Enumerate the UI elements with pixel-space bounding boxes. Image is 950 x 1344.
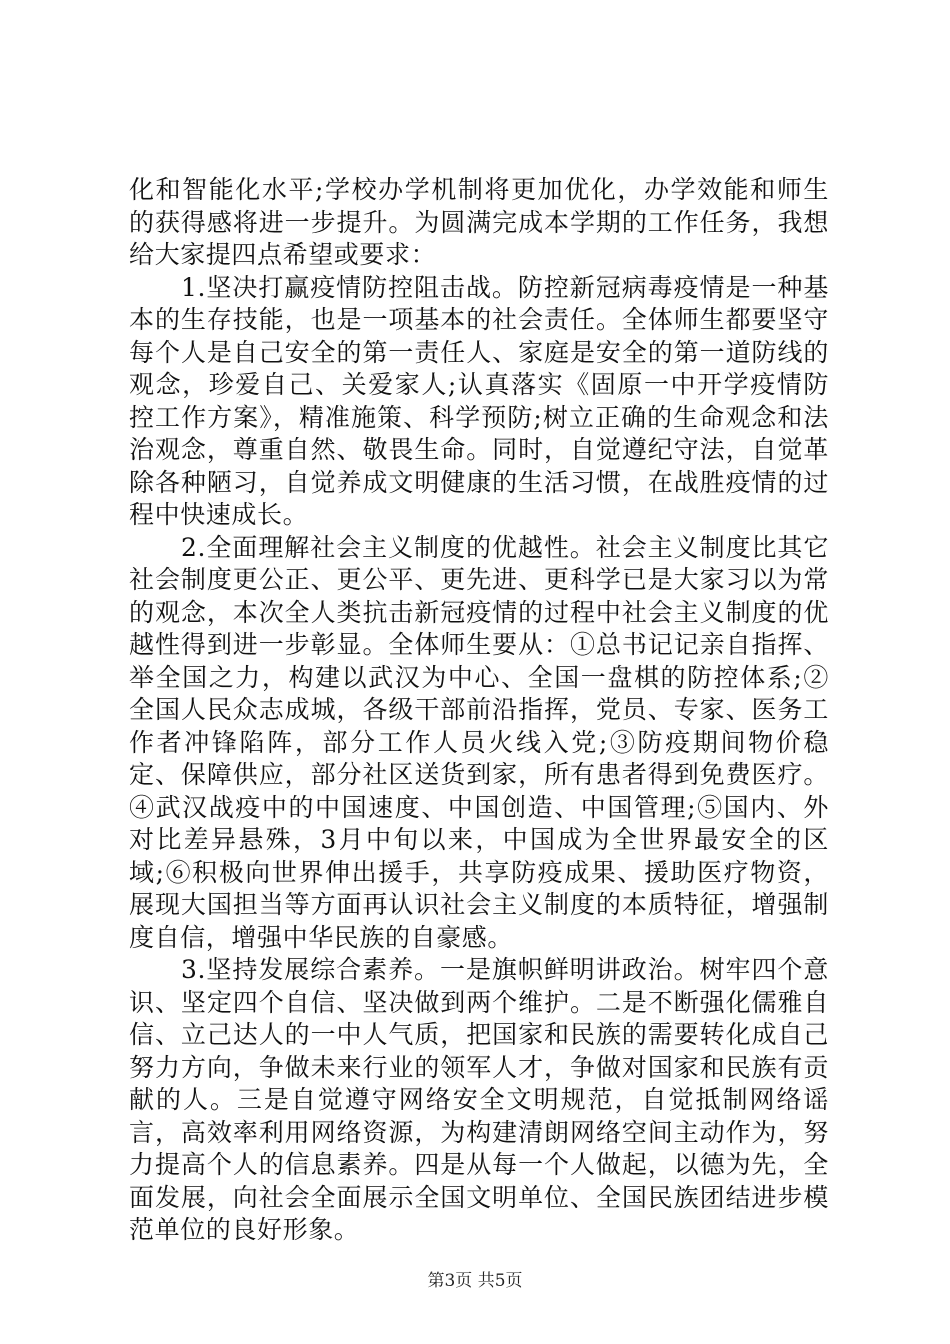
paragraph-point-2: 2.全面理解社会主义制度的优越性。社会主义制度比其它社会制度更公正、更公平、更先进、更科学已是大家习以为常的观念，本次全人类抗击新冠疫情的过程中社会主义制度的优越性得到进一步彰显。全体师生要从：①总书记记亲自指挥、举全国之力，构建以武汉为中心、全国一盘棋的防控体系;②全国人民众志成城，各级干部前沿指挥，党员、专家、医务工作者冲锋陷阵，部分工作人员火线入党;③防疫期间物价稳定、保障供应，部分社区送货到家，所有患者得到免费医疗。④武汉战疫中的中国速度、中国创造、中国管理;⑤国内、外对比差异悬殊，3月中旬以来，中国成为全世界最安全的区域;⑥积极向世界伸出援手，共享防疫成果、援助医疗物资，展现大国担当等方面再认识社会主义制度的本质特征，增强制度自信，增强中华民族的自豪感。 [129, 532, 829, 952]
paragraph-point-3: 3.坚持发展综合素养。一是旗帜鲜明讲政治。树牢四个意识、坚定四个自信、坚决做到两个维护。二是不断强化儒雅自信、立己达人的一中人气质，把国家和民族的需要转化成自己努力方向，争做未来行业的领军人才，争做对国家和民族有贡献的人。三是自觉遵守网络安全文明规范，自觉抵制网络谣言，高效率利用网络资源，为构建清朗网络空间主动作为，努力提高个人的信息素养。四是从每一个人做起，以德为先，全面发展，向社会全面展示全国文明单位、全国民族团结进步模范单位的良好形象。 [129, 955, 829, 1244]
page-footer [0, 1271, 950, 1291]
paragraph-point-1: 1.坚决打赢疫情防控阻击战。防控新冠病毒疫情是一种基本的生存技能，也是一项基本的社会责任。全体师生都要坚守每个人是自己安全的第一责任人、家庭是安全的第一道防线的观念，珍爱自己、关爱家人;认真落实《固原一中开学疫情防控工作方案》，精准施策、科学预防;树立正确的生命观念和法治观念，尊重自然、敬畏生命。同时，自觉遵纪守法，自觉革除各种陋习，自觉养成文明健康的生活习惯，在战胜疫情的过程中快速成长。 [129, 272, 829, 529]
paragraph-intro-continued: 化和智能化水平;学校办学机制将更加优化，办学效能和师生的获得感将进一步提升。为圆满完成本学期的工作任务，我想给大家提四点希望或要求： [129, 175, 829, 269]
body-text [129, 174, 829, 1247]
page-number: 第3页 共5页 [427, 1271, 523, 1291]
